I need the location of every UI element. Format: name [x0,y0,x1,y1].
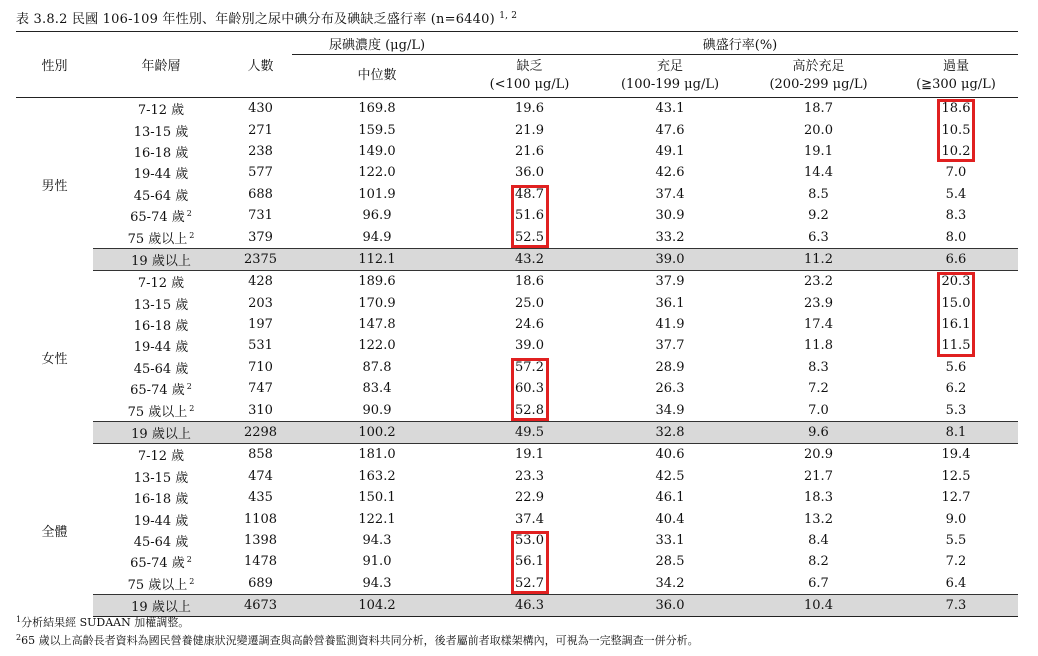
header-sex: 性別 [16,32,93,98]
table-row [16,98,1018,120]
deficient-cell: 21.6 [515,143,544,159]
above-adequate-cell: 9.6 [743,421,894,443]
adequate-cell: 43.1 [655,101,685,117]
footnote-ref: 2 [189,403,195,413]
excessive-cell: 7.0 [945,165,967,181]
excessive-cell: 6.2 [945,381,967,397]
caption-footnote-refs: 1, 2 [499,11,518,21]
sex-group-label: 男性 [41,178,68,194]
above-adequate-cell: 11.8 [804,338,833,354]
header-above-range: (200-299 μg/L) [769,77,868,92]
age-cell [93,399,229,421]
table-row [16,226,1018,248]
count-cell: 428 [248,274,273,290]
age-label: 65-74 歲 [130,383,185,399]
median-cell: 122.0 [358,338,396,354]
count-cell: 689 [248,575,273,591]
deficient-cell: 51.6 [515,208,544,224]
median-cell: 169.8 [358,101,396,117]
above-adequate-cell: 17.4 [804,317,833,333]
count-cell: 2298 [229,421,292,443]
total-row [16,248,1018,270]
age-cell [93,487,229,508]
excessive-cell: 12.5 [941,468,971,484]
footnote-text: 分析結果經 SUDAAN 加權調整。 [21,616,190,629]
median-cell: 96.9 [362,208,392,224]
count-cell: 435 [248,490,273,506]
above-adequate-cell: 8.2 [808,554,829,570]
count-cell: 688 [248,186,273,202]
header-deficient [462,55,597,98]
median-cell: 100.2 [292,421,462,443]
adequate-cell: 41.9 [655,317,685,333]
header-deficient-label: 缺乏 [516,59,543,74]
iodine-prevalence-table [16,31,1018,617]
above-adequate-cell: 21.7 [804,468,833,484]
excessive-cell: 8.0 [945,229,967,245]
age-label: 7-12 歲 [137,276,185,292]
age-cell [93,530,229,551]
excessive-cell: 10.5 [941,122,971,138]
header-uic-group: 尿碘濃度 (μg/L) [292,32,462,55]
age-cell: 19 歲以上 [93,421,229,443]
footnote-2 [16,632,699,648]
table-body [16,98,1018,617]
above-adequate-cell: 7.0 [808,402,829,418]
adequate-cell: 37.7 [655,338,685,354]
adequate-cell: 33.1 [655,533,685,548]
adequate-cell: 36.0 [597,594,743,616]
count-cell: 710 [248,359,273,375]
table-row [16,314,1018,335]
age-cell [93,119,229,140]
deficient-cell: 52.5 [515,229,544,245]
age-cell [93,162,229,183]
age-cell [93,314,229,335]
count-cell: 747 [248,381,273,397]
above-adequate-cell: 8.5 [808,186,829,202]
age-cell [93,573,229,595]
age-cell [93,271,229,293]
adequate-cell: 34.9 [655,402,685,418]
adequate-cell: 47.6 [655,122,685,138]
age-label: 65-74 歲 [130,556,185,572]
sex-group-label: 女性 [41,351,68,367]
deficient-cell: 36.0 [515,165,544,181]
deficient-cell: 22.9 [515,490,544,506]
age-cell [93,184,229,205]
count-cell: 1398 [243,533,278,548]
footnote-ref: 2 [189,576,195,586]
median-cell: 122.0 [358,165,396,181]
table-row [16,378,1018,399]
median-cell: 94.3 [362,533,392,548]
deficient-cell: 60.3 [515,381,544,397]
footnote-ref: 2 [186,555,192,565]
header-excessive-range: (≧300 μg/L) [916,77,996,92]
deficient-cell: 48.7 [515,186,544,202]
table-row [16,335,1018,356]
count-cell: 474 [248,468,273,484]
above-adequate-cell: 20.0 [804,122,833,138]
above-adequate-cell: 19.1 [804,143,833,159]
adequate-cell: 42.6 [655,165,685,181]
age-cell [93,508,229,529]
excessive-cell: 6.6 [894,248,1018,270]
header-adequate-range: (100-199 μg/L) [620,77,720,92]
age-cell [93,357,229,378]
excessive-cell: 19.4 [941,447,971,463]
footnote-ref: 2 [189,230,195,240]
age-cell [93,444,229,466]
adequate-cell: 49.1 [655,143,685,159]
header-above-adequate [743,55,894,98]
median-cell: 90.9 [362,402,392,418]
count-cell: 731 [248,208,273,224]
age-cell: 19 歲以上 [93,594,229,616]
age-label: 13-15 歲 [133,470,189,486]
table-row [16,119,1018,140]
age-label: 75 歲以上 [127,404,188,420]
deficient-cell: 53.0 [515,533,544,548]
above-adequate-cell: 23.2 [804,274,833,290]
deficient-cell: 37.4 [515,511,544,527]
footnote-mark: 1 [16,615,22,624]
table-row [16,487,1018,508]
median-cell: 150.1 [358,490,396,506]
table-row [16,205,1018,226]
excessive-cell: 6.4 [945,575,967,591]
table-row [16,444,1018,466]
table-row [16,293,1018,314]
table-row [16,162,1018,183]
above-adequate-cell: 13.2 [804,511,833,527]
excessive-cell: 18.6 [941,101,971,117]
adequate-cell: 36.1 [655,295,685,311]
age-cell [93,141,229,162]
adequate-cell: 37.4 [655,186,685,202]
age-label: 16-18 歲 [133,319,189,335]
table-row [16,573,1018,595]
count-cell: 310 [248,402,273,418]
header-above-label: 高於充足 [792,59,845,74]
deficient-cell: 39.0 [515,338,544,354]
excessive-cell: 5.3 [945,402,967,418]
deficient-cell: 43.2 [462,248,597,270]
deficient-cell: 52.8 [515,402,544,418]
deficient-cell: 24.6 [515,317,544,333]
excessive-cell: 11.5 [941,338,971,354]
total-row [16,421,1018,443]
header-median-label: 中位數 [357,68,397,83]
age-label: 75 歲以上 [127,577,188,593]
age-cell [93,551,229,572]
footnote-text: 65 歲以上高齡長者資料為國民營養健康狀況變遷調查與高齡營養監測資料共同分析，後者屬前者取樣架構內，可視為一完整調查一併分析。 [21,634,699,647]
adequate-cell: 37.9 [655,274,685,290]
adequate-cell: 30.9 [655,208,685,224]
age-label: 45-64 歲 [133,361,189,377]
footnote-ref: 2 [186,382,192,392]
count-cell: 379 [248,229,273,245]
adequate-cell: 46.1 [655,490,685,506]
median-cell: 163.2 [358,468,396,484]
above-adequate-cell: 10.4 [743,594,894,616]
deficient-cell: 19.1 [515,447,544,463]
above-adequate-cell: 7.2 [808,381,829,397]
age-label: 45-64 歲 [133,535,189,550]
header-n: 人數 [229,32,292,98]
median-cell: 159.5 [358,122,396,138]
adequate-cell: 40.4 [655,511,685,527]
above-adequate-cell: 18.7 [804,101,833,117]
age-label: 65-74 歲 [130,210,185,226]
excessive-cell: 8.3 [945,208,967,224]
header-adequate [597,55,743,98]
above-adequate-cell: 23.9 [804,295,833,311]
table-row [16,141,1018,162]
header-excessive-label: 過量 [942,59,969,74]
age-label: 16-18 歲 [133,145,189,161]
count-cell: 430 [248,101,273,117]
footnote-mark: 2 [16,633,22,642]
table-row [16,399,1018,421]
adequate-cell: 40.6 [655,447,685,463]
adequate-cell: 33.2 [655,229,685,245]
deficient-cell: 21.9 [515,122,544,138]
count-cell: 271 [248,122,273,138]
median-cell: 189.6 [358,274,396,290]
age-label: 13-15 歲 [133,124,189,140]
age-label: 7-12 歲 [137,103,185,119]
median-cell: 83.4 [362,381,392,397]
excessive-cell: 10.2 [941,143,971,159]
deficient-cell: 23.3 [515,468,544,484]
above-adequate-cell: 18.3 [804,490,833,506]
deficient-cell: 56.1 [515,554,544,570]
median-cell: 91.0 [362,554,392,570]
age-cell [93,466,229,487]
adequate-cell: 26.3 [655,381,685,397]
age-cell [93,98,229,120]
table-row [16,508,1018,529]
excessive-cell: 9.0 [945,511,967,527]
age-label: 16-18 歲 [133,492,189,508]
count-cell: 531 [248,338,273,354]
adequate-cell: 42.5 [655,468,685,484]
table-row [16,466,1018,487]
count-cell: 4673 [229,594,292,616]
header-age: 年齡層 [93,32,229,98]
age-label: 75 歲以上 [127,231,188,247]
age-label: 19-44 歲 [133,340,189,356]
age-cell [93,205,229,226]
count-cell: 577 [248,165,273,181]
deficient-cell: 19.6 [515,101,544,117]
excessive-cell: 12.7 [941,490,971,506]
caption-text: 表 3.8.2 民國 106-109 年性別、年齡別之尿中碘分布及碘缺乏盛行率 (n=6440) [16,12,495,27]
deficient-cell: 46.3 [462,594,597,616]
median-cell: 147.8 [358,317,396,333]
above-adequate-cell: 6.7 [808,575,829,591]
above-adequate-cell: 14.4 [804,165,833,181]
excessive-cell: 7.2 [945,554,967,570]
age-cell [93,293,229,314]
count-cell: 2375 [229,248,292,270]
median-cell: 122.1 [358,511,396,527]
median-cell: 112.1 [292,248,462,270]
count-cell: 1108 [243,511,278,527]
median-cell: 94.9 [362,229,392,245]
deficient-cell: 25.0 [515,295,544,311]
header-excessive [894,55,1018,98]
age-label: 13-15 歲 [133,297,189,313]
table-row [16,551,1018,572]
above-adequate-cell: 11.2 [743,248,894,270]
excessive-cell: 7.3 [894,594,1018,616]
count-cell: 858 [248,447,273,463]
table-row [16,271,1018,293]
adequate-cell: 39.0 [597,248,743,270]
adequate-cell: 32.8 [597,421,743,443]
header-prevalence-group: 碘盛行率(%) [462,32,1018,55]
footnote-1 [16,614,189,630]
count-cell: 203 [248,295,273,311]
sex-group-label: 全體 [41,524,68,540]
adequate-cell: 28.5 [655,554,685,570]
above-adequate-cell: 6.3 [808,229,829,245]
age-cell [93,378,229,399]
excessive-cell: 20.3 [941,274,971,290]
above-adequate-cell: 8.3 [808,359,829,375]
age-label: 45-64 歲 [133,188,189,204]
median-cell: 104.2 [292,594,462,616]
deficient-cell: 57.2 [515,359,544,375]
above-adequate-cell: 20.9 [804,447,833,463]
median-cell: 101.9 [358,186,396,202]
table-row [16,357,1018,378]
age-cell [93,335,229,356]
excessive-cell: 15.0 [941,295,971,311]
above-adequate-cell: 8.4 [808,533,829,548]
deficient-cell: 49.5 [462,421,597,443]
deficient-cell: 52.7 [515,575,544,591]
excessive-cell: 5.4 [945,186,967,202]
excessive-cell: 5.6 [945,359,967,375]
count-cell: 238 [248,143,273,159]
table-header [16,32,1018,98]
age-cell: 19 歲以上 [93,248,229,270]
table-row [16,530,1018,551]
age-cell [93,226,229,248]
excessive-cell: 5.5 [945,533,967,548]
header-adequate-label: 充足 [656,59,683,74]
count-cell: 1478 [243,554,278,570]
median-cell: 149.0 [358,143,396,159]
table-row [16,184,1018,205]
footnote-ref: 2 [186,209,192,219]
adequate-cell: 34.2 [655,575,685,591]
excessive-cell: 8.1 [894,421,1018,443]
adequate-cell: 28.9 [655,359,685,375]
median-cell: 87.8 [362,359,392,375]
table-caption [16,8,517,27]
median-cell: 181.0 [358,447,396,463]
age-label: 19-44 歲 [133,513,189,529]
header-deficient-range: (<100 μg/L) [489,77,570,92]
count-cell: 197 [248,317,273,333]
above-adequate-cell: 9.2 [808,208,829,224]
excessive-cell: 16.1 [941,317,971,333]
age-label: 19-44 歲 [133,167,189,183]
age-label: 7-12 歲 [137,449,185,465]
deficient-cell: 18.6 [515,274,544,290]
header-median [292,55,462,98]
median-cell: 170.9 [358,295,396,311]
median-cell: 94.3 [362,575,392,591]
